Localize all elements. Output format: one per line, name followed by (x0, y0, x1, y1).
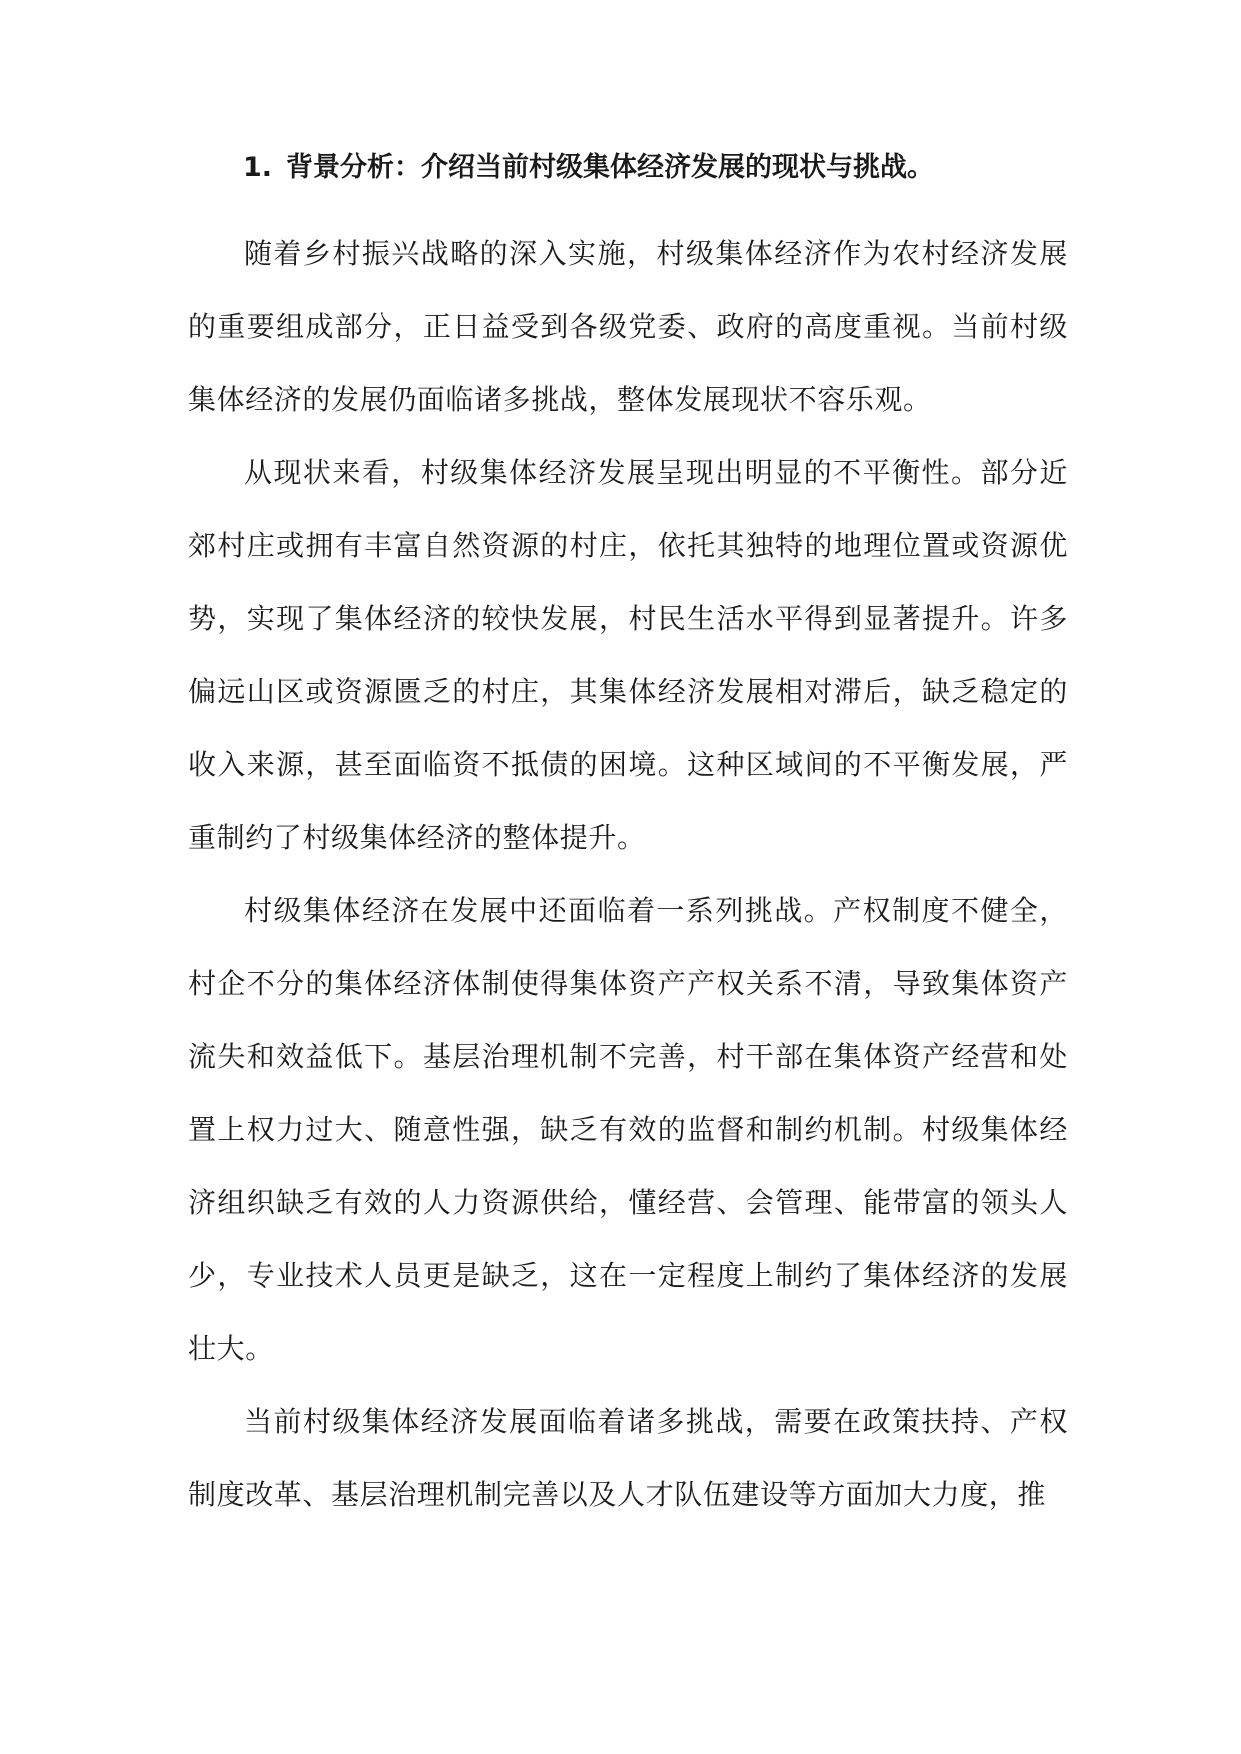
section-heading (243, 150, 1068, 186)
document-page (188, 150, 1068, 1531)
section-title: 背景分析：介绍当前村级集体经济发展的现状与挑战。 (286, 152, 935, 183)
section-number: 1. (243, 152, 273, 183)
body-paragraph: 随着乡村振兴战略的深入实施，村级集体经济作为农村经济发展的重要组成部分，正日益受到各级党委、政府的高度重视。当前村级集体经济的发展仍面临诸多挑战，整体发展现状不容乐观。 (188, 237, 1068, 416)
body-paragraph: 当前村级集体经济发展面临着诸多挑战，需要在政策扶持、产权制度改革、基层治理机制完善以及人才队伍建设等方面加大力度，推 (188, 1405, 1068, 1511)
body-paragraph: 从现状来看，村级集体经济发展呈现出明显的不平衡性。部分近郊村庄或拥有丰富自然资源的村庄，依托其独特的地理位置或资源优势，实现了集体经济的较快发展，村民生活水平得到显著提升。许多偏远山区或资源匮乏的村庄，其集体经济发展相对滞后，缺乏稳定的收入来源，甚至面临资不抵债的困境。这种区域间的不平衡发展，严重制约了村级集体经济的整体提升。 (188, 456, 1068, 854)
body-paragraph: 村级集体经济在发展中还面临着一系列挑战。产权制度不健全，村企不分的集体经济体制使得集体资产产权关系不清，导致集体资产流失和效益低下。基层治理机制不完善，村干部在集体资产经营和处置上权力过大、随意性强，缺乏有效的监督和制约机制。村级集体经济组织缺乏有效的人力资源供给，懂经营、会管理、能带富的领头人少，专业技术人员更是缺乏，这在一定程度上制约了集体经济的发展壮大。 (188, 894, 1068, 1365)
